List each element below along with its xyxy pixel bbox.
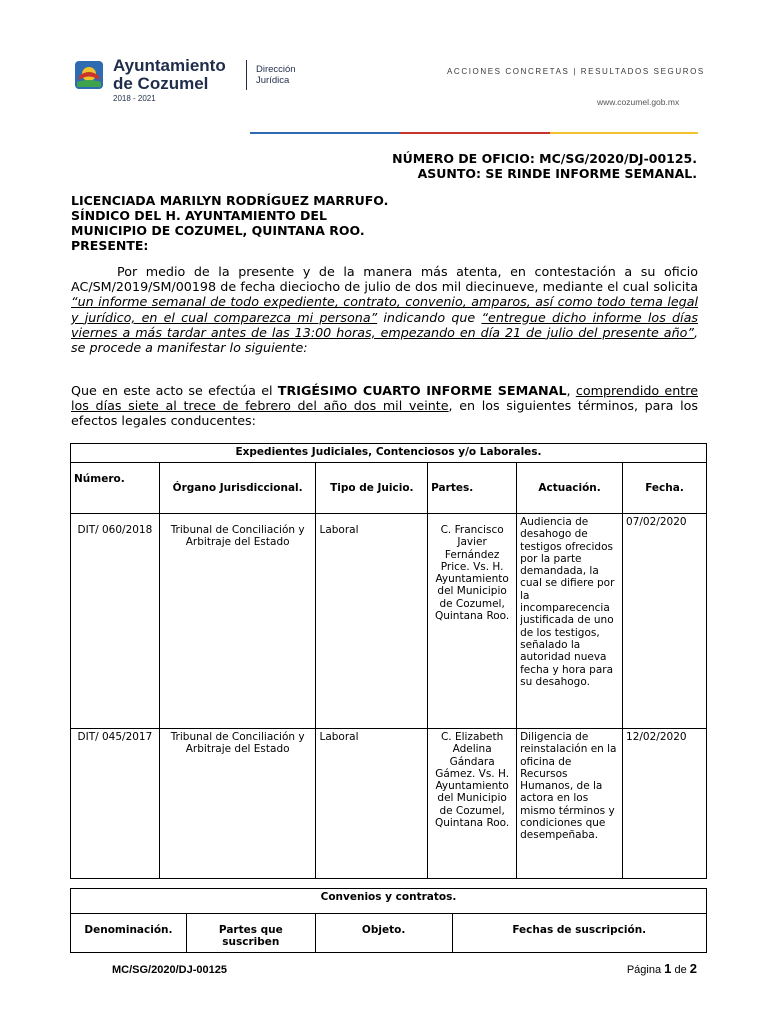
website-link[interactable]: www.cozumel.gob.mx bbox=[597, 97, 680, 107]
letterhead bbox=[0, 0, 768, 140]
case-parties: C. Francisco Javier Fernández Price. Vs. H. Ayuntamiento del Municipio de Cozumel, Quintana Roo. bbox=[428, 514, 517, 729]
text-span: indicando que bbox=[377, 309, 482, 325]
slogan: ACCIONES CONCRETAS | RESULTADOS SEGUROS bbox=[447, 67, 705, 76]
table-row bbox=[71, 514, 707, 729]
column-header: Fechas de suscripción. bbox=[452, 914, 707, 953]
footer-oficio-code: MC/SG/2020/DJ-00125 bbox=[112, 964, 227, 976]
agreements-contracts-table bbox=[70, 888, 707, 953]
column-header: Número. bbox=[71, 463, 160, 514]
case-action: Diligencia de reinstalación en la oficina de Recursos Humanos, de la actora en los mismo términos y condiciones que desempeñaba. bbox=[517, 729, 623, 879]
recipient-block bbox=[71, 193, 388, 253]
paragraph-report-intro bbox=[71, 383, 698, 429]
case-action: Audiencia de desahogo de testigos ofrecidos por la parte demandada, la cual se difiere por la incomparecencia justificada de uno de los testigos, señalado la autoridad nueva fecha y hora para su desahogo. bbox=[517, 514, 623, 729]
text-span: , en los siguientes términos, para los efectos legales conducentes: bbox=[71, 398, 698, 429]
case-number: DIT/ 045/2017 bbox=[71, 729, 160, 879]
report-title-span: TRIGÉSIMO CUARTO INFORME SEMANAL bbox=[277, 383, 567, 398]
oficio-reference bbox=[392, 151, 697, 181]
page-total: 2 bbox=[689, 961, 697, 976]
paragraph-request bbox=[71, 264, 698, 355]
page-number bbox=[627, 961, 697, 976]
department-line1: Dirección bbox=[256, 64, 296, 75]
period-span: comprendido entre los días siete al trece de febrero del año dos mil veinte bbox=[71, 383, 698, 414]
text-span: Que en este acto se efectúa el bbox=[71, 383, 278, 398]
recipient-title: SÍNDICO DEL H. AYUNTAMIENTO DEL bbox=[71, 208, 327, 223]
column-header: Partes. bbox=[428, 463, 517, 514]
table-row bbox=[71, 729, 707, 879]
recipient-name: LICENCIADA MARILYN RODRÍGUEZ MARRUFO. bbox=[71, 193, 389, 208]
header-color-bar bbox=[250, 132, 698, 134]
jurisdictional-body: Tribunal de Conciliación y Arbitraje del Estado bbox=[159, 514, 316, 729]
case-date: 07/02/2020 bbox=[623, 514, 707, 729]
text-span: Por medio de la presente y de la manera más atenta, en contestación a su oficio AC/SM/2019/SM/00198 de fecha dieciocho de julio de dos mil diecinueve, mediante el cual solicita bbox=[71, 264, 698, 295]
column-header: Objeto. bbox=[315, 914, 452, 953]
case-date: 12/02/2020 bbox=[623, 729, 707, 879]
column-header: Denominación. bbox=[71, 914, 187, 953]
page-of: de bbox=[674, 964, 687, 976]
text-span: , se procede a manifestar lo siguiente: bbox=[71, 324, 698, 356]
column-header: Fecha. bbox=[623, 463, 707, 514]
page-label: Página bbox=[626, 964, 662, 976]
department-line2: Jurídica bbox=[256, 75, 290, 86]
cozumel-emblem-icon bbox=[74, 60, 104, 90]
organization-name bbox=[113, 57, 226, 93]
department-name bbox=[256, 64, 296, 86]
column-header: Órgano Jurisdiccional. bbox=[159, 463, 316, 514]
quote-span: “un informe semanal de todo expediente, contrato, convenio, amparos, así como todo tema legal y jurídico, en el cual comparezca mi persona” bbox=[71, 294, 698, 325]
organization-name-line2: de Cozumel bbox=[113, 74, 209, 93]
judicial-cases-table bbox=[70, 443, 707, 879]
column-header: Partes que suscriben bbox=[186, 914, 315, 953]
quote-span: “entregue dicho informe los días viernes a más tardar antes de las 13:00 horas, empezando en día 21 de julio del presente año” bbox=[71, 309, 698, 340]
oficio-number: NÚMERO DE OFICIO: MC/SG/2020/DJ-00125. bbox=[392, 151, 697, 166]
table-title: Convenios y contratos. bbox=[71, 889, 707, 914]
text-span: , bbox=[566, 383, 576, 398]
case-number: DIT/ 060/2018 bbox=[71, 514, 160, 729]
page-current: 1 bbox=[664, 961, 672, 976]
table-title: Expedientes Judiciales, Contenciosos y/o Laborales. bbox=[71, 444, 707, 463]
oficio-subject: ASUNTO: SE RINDE INFORME SEMANAL. bbox=[417, 166, 697, 181]
column-header: Tipo de Juicio. bbox=[316, 463, 428, 514]
jurisdictional-body: Tribunal de Conciliación y Arbitraje del Estado bbox=[159, 729, 316, 879]
column-header: Actuación. bbox=[517, 463, 623, 514]
recipient-presente: PRESENTE: bbox=[71, 238, 149, 253]
administration-years: 2018 - 2021 bbox=[113, 94, 156, 103]
organization-name-line1: Ayuntamiento bbox=[113, 56, 226, 75]
case-parties: C. Elizabeth Adelina Gándara Gámez. Vs. H. Ayuntamiento del Municipio de Cozumel, Quintana Roo. bbox=[428, 729, 517, 879]
case-type: Laboral bbox=[316, 729, 428, 879]
logo-divider bbox=[246, 60, 247, 90]
case-type: Laboral bbox=[316, 514, 428, 729]
recipient-municipality: MUNICIPIO DE COZUMEL, QUINTANA ROO. bbox=[71, 223, 365, 238]
